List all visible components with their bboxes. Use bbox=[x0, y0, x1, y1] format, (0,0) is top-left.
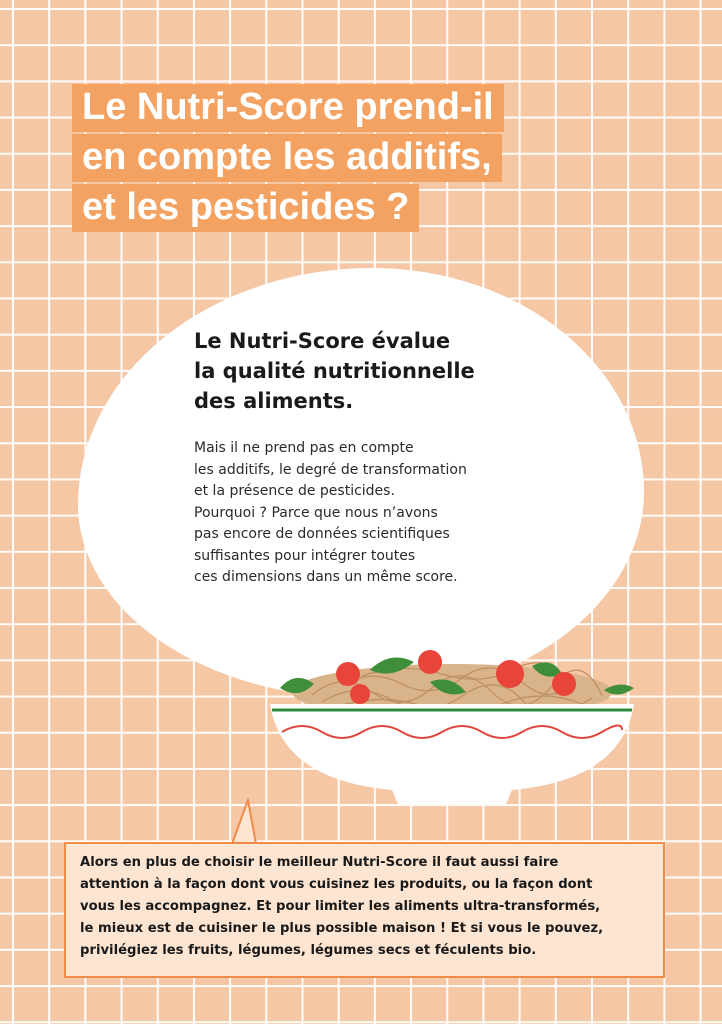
title-line: en compte les additifs, bbox=[72, 132, 592, 182]
callout-pointer bbox=[230, 798, 266, 846]
bubble-body-line: les additifs, le degré de transformation bbox=[194, 461, 467, 478]
bubble-body-line: ces dimensions dans un même score. bbox=[194, 569, 458, 585]
bubble-heading-line: des aliments. bbox=[194, 389, 354, 413]
pasta-bowl-icon bbox=[262, 640, 642, 820]
page-title bbox=[72, 82, 592, 232]
callout-line: Alors en plus de choisir le meilleur Nutri-Score il faut aussi faire bbox=[80, 855, 559, 870]
callout-line: le mieux est de cuisiner le plus possible maison ! Et si vous le pouvez, bbox=[80, 921, 604, 936]
bubble-body-line: suffisantes pour intégrer toutes bbox=[194, 547, 416, 564]
callout-line: attention à la façon dont vous cuisinez les produits, ou la façon dont bbox=[80, 877, 593, 892]
bubble-heading-line: la qualité nutritionnelle bbox=[194, 359, 475, 383]
bubble-body-line: et la présence de pesticides. bbox=[194, 483, 395, 499]
title-line: Le Nutri-Score prend-il bbox=[72, 82, 592, 132]
bubble-body-line: Mais il ne prend pas en compte bbox=[194, 440, 414, 456]
callout-line: privilégiez les fruits, légumes, légumes secs et féculents bio. bbox=[80, 943, 537, 958]
callout-line: vous les accompagnez. Et pour limiter les aliments ultra-transformés, bbox=[80, 899, 601, 914]
title-line: et les pesticides ? bbox=[72, 182, 592, 232]
bubble-body-text bbox=[194, 438, 554, 589]
bubble-body-line: pas encore de données scientifiques bbox=[194, 526, 450, 542]
bubble-heading bbox=[194, 326, 594, 416]
bubble-heading-line: Le Nutri-Score évalue bbox=[194, 329, 451, 353]
bubble-body-line: Pourquoi ? Parce que nous n’avons bbox=[194, 504, 438, 521]
callout-text bbox=[80, 852, 660, 962]
